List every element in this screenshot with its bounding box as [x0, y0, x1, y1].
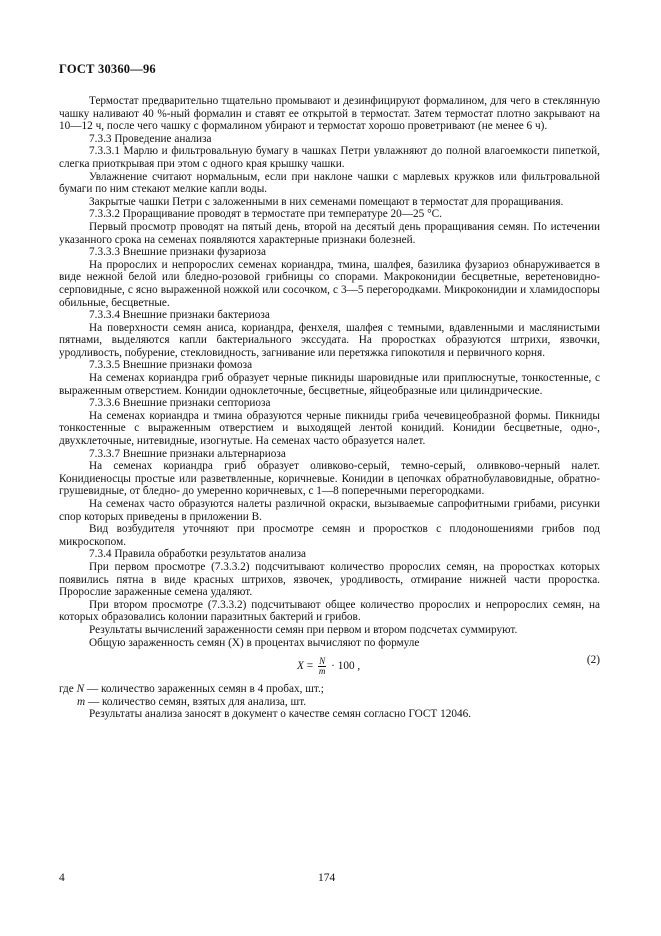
- formula: [59, 651, 600, 681]
- paragraph: Вид возбудителя уточняют при просмотре семян и проростков с плодоношениями грибов под микроскопом.: [59, 523, 600, 548]
- paragraph: 7.3.3.2 Проращивание проводят в термостате при температуре 20—25 °С.: [89, 208, 442, 221]
- formula-rest: · 100 ,: [328, 660, 361, 673]
- paragraph: На поверхности семян аниса, кориандра, фенхеля, шалфея с темными, вдавленными и маслянистыми пятнами, выделяются капли бактериального экссудата. На проростках образуются штрихи, язвочки, уродливость, побурение, стекловидность, загнивание или перетяжка гипокотиля и первичного корня.: [59, 321, 600, 359]
- where-line-2: [59, 696, 600, 709]
- paragraph: 7.3.3.1 Марлю и фильтровальную бумагу в чашках Петри увлажняют до полной влагоемкости пипеткой, слегка приоткрывая при этом с одного края крышку чашки.: [59, 145, 600, 170]
- where-line-1: [59, 683, 600, 696]
- section-heading: 7.3.3.7 Внешние признаки альтернариоза: [89, 447, 286, 460]
- paragraph: Результаты вычислений зараженности семян при первом и втором подсчетах суммируют.: [89, 623, 518, 636]
- paragraph: На пророслих и непророслих семенах кориандра, тмина, шалфея, базилика фузариоз обнаруживается в виде нежной белой или бледно-розовой грибницы со спорами. Макроконидии бесцветные, веретеновидно-серповидные, с ясно выраженной ножкой или сосочком, с 3—5 перегородками. Микроконидии и хламидоспоры обильные, бесцветные.: [59, 258, 600, 309]
- where-var-m: m: [77, 695, 86, 708]
- formula-number: (2): [586, 654, 600, 667]
- paragraph: При первом просмотре (7.3.3.2) подсчитывают количество пророслих семян, на проростках которых появились пятна в виде красных штрихов, язвочек, уродливость, отмирание нижней части проростка. Пророслие зараженные семена удаляют.: [59, 560, 600, 599]
- formula-numerator-var: N: [319, 656, 326, 667]
- paragraph: Закрытые чашки Петри с заложенными в них семенами помещают в термостат для проращивания.: [89, 195, 564, 208]
- where-var-n: N: [76, 683, 85, 696]
- where-prefix: где: [59, 683, 77, 696]
- section-heading: 7.3.3.3 Внешние признаки фузариоза: [89, 246, 266, 259]
- document-header-title: ГОСТ 30360—96: [59, 62, 156, 76]
- paragraph: Термостат предварительно тщательно промывают и дезинфицируют формалином, для чего в стеклянную чашку наливают 40 %-ный формалин и ставят ее открытой в термостат. Затем термостат плотно закрывают на 10—12 ч, после чего чашку с формалином убирают и термостат хорошо проветривают (не менее 6 ч).: [59, 95, 600, 133]
- formula-eq: =: [303, 660, 316, 673]
- paragraph: На семенах кориандра гриб образует оливково-серый, темно-серый, оливково-черный налет. Конидиеносцы простые или разветвленные, коричневые. Конидии в цепочках обратнобулавовидные, обратно-грушевидные, от бледно- до умеренно коричневых, с 1—8 поперечными перегородками.: [59, 460, 600, 498]
- paragraph-final: Результаты анализа заносят в документ о качестве семян согласно ГОСТ 12046.: [89, 708, 472, 721]
- where-text-m: — количество семян, взятых для анализа, шт.: [85, 695, 307, 708]
- paragraph: На семенах кориандра гриб образует черные пикниды шаровидные или приплюснутые, тонкостенные, с выраженным отверстием. Конидии одноклеточные, бесцветные, яйцеобразные или цилиндрические.: [59, 372, 600, 397]
- formula-lhs: X: [297, 660, 304, 673]
- paragraph: На семенах часто образуются налеты различной окраски, вызываемые сапрофитными грибами, рисунки спор которых приведены в приложении В.: [59, 498, 600, 523]
- page-number-left: 4: [59, 872, 65, 884]
- paragraph: На семенах кориандра и тмина образуются черные пикниды гриба чечевицеобразной формы. Пикниды тонкостенные с выраженным отверстием и выходящей лентой конидий. Конидии бесцветные, одно-, двухклеточные, нитевидные, изогнутые. На семенах часто образуется налет.: [59, 409, 600, 448]
- document-body: [59, 95, 600, 721]
- section-heading: 7.3.3.6 Внешние признаки септориоза: [89, 397, 271, 410]
- paragraph: Общую зараженность семян (X) в процентах вычисляют по формуле: [89, 636, 420, 649]
- formula-expression: [297, 657, 360, 676]
- page-number-center: 174: [318, 872, 336, 884]
- formula-denominator-var: m: [318, 666, 326, 677]
- section-heading: 7.3.3.5 Внешние признаки фомоза: [89, 359, 253, 372]
- section-heading: 7.3.3.4 Внешние признаки бактериоза: [89, 309, 270, 322]
- section-heading: 7.3.4 Правила обработки результатов анализа: [89, 548, 307, 561]
- formula-denominator: [318, 667, 327, 676]
- paragraph: Первый просмотр проводят на пятый день, второй на десятый день проращивания семян. По истечении указанного срока на семенах появляются характерные признаки болезней.: [59, 220, 600, 246]
- paragraph: При втором просмотре (7.3.3.2) подсчитывают общее количество пророслих и непророслих семян, на которых образовались колонии паразитных бактерий и грибов.: [59, 598, 600, 624]
- formula-fraction: [318, 657, 327, 676]
- section-heading: 7.3.3 Проведение анализа: [89, 132, 212, 145]
- where-text-n: — количество зараженных семян в 4 пробах, шт.;: [84, 683, 324, 696]
- paragraph: Увлажнение считают нормальным, если при наклоне чашки с марлевых кружков или фильтровальной бумаги по ним стекают мелкие капли воды.: [59, 170, 600, 196]
